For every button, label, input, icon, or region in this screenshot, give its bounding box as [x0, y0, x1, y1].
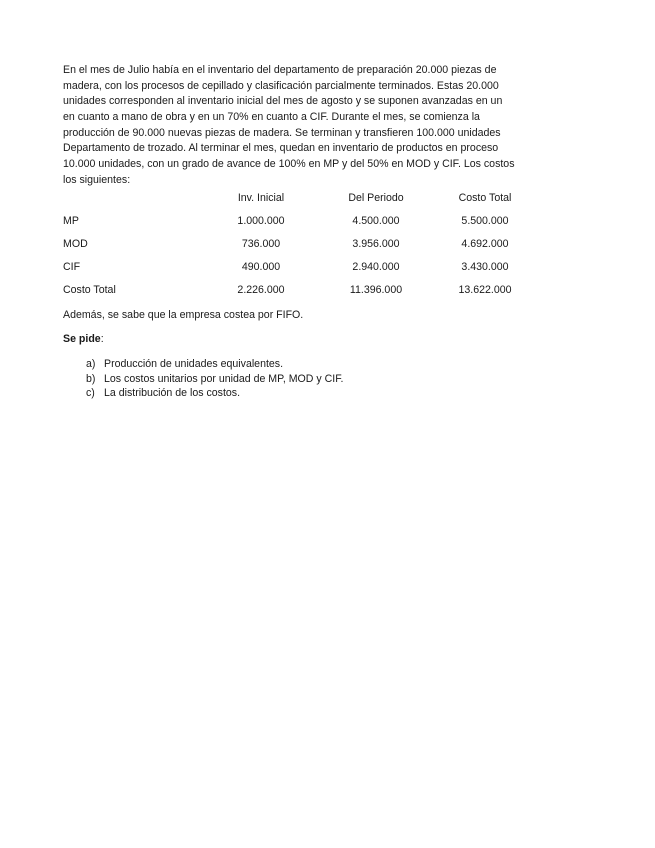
intro-line: En el mes de Julio había en el inventario del departamento de preparación 20.000 piezas de [63, 64, 497, 76]
table-cell: 736.000 [241, 238, 281, 250]
intro-line: madera, con los procesos de cepillado y clasificación parcialmente terminados. Estas 20.000 [63, 79, 499, 92]
intro-line: en cuanto a mano de obra y en un 70% en cuanto a CIF. Durante el mes, se comienza la [63, 111, 480, 124]
table-row [63, 238, 533, 261]
requirements-label: Se pide [63, 333, 101, 345]
list-marker: c) [86, 387, 95, 399]
table-header-cell: Costo Total [458, 192, 512, 204]
intro-line: Departamento de trozado. Al terminar el mes, quedan en inventario de productos en proceso [63, 142, 499, 155]
method-note: Además, se sabe que la empresa costea por FIFO. [63, 309, 304, 321]
table-cell: MP [63, 215, 79, 227]
intro-paragraph [63, 63, 541, 189]
table-cell: MOD [63, 238, 88, 250]
table-header-cell: Inv. Inicial [237, 192, 285, 204]
table-cell: 2.940.000 [352, 261, 400, 273]
intro-line: los siguientes: [63, 173, 131, 186]
list-marker: b) [86, 372, 96, 385]
table-cell: 13.622.000 [458, 284, 512, 296]
table-cell: 4.692.000 [461, 238, 509, 250]
table-cell: Costo Total [63, 284, 116, 296]
table-header-cell: Del Periodo [348, 192, 404, 204]
intro-line: unidades corresponden al inventario inicial del mes de agosto y se suponen avanzadas en un [63, 95, 503, 108]
table-cell: 4.500.000 [352, 215, 400, 227]
table-row [63, 215, 533, 238]
intro-line: 10.000 unidades, con un grado de avance de 100% en MP y del 50% en MOD y CIF. Los costos [63, 158, 515, 171]
table-header-row [63, 192, 533, 215]
table-cell: 1.000.000 [237, 215, 285, 227]
table-cell: 3.956.000 [352, 238, 400, 250]
list-item-text: La distribución de los costos. [104, 387, 241, 399]
table-row [63, 284, 533, 307]
cost-table [63, 192, 533, 307]
table-row [63, 261, 533, 284]
requirements-heading [63, 333, 104, 345]
intro-line: producción de 90.000 nuevas piezas de madera. Se terminan y transfieren 100.000 unidades [63, 126, 501, 139]
table-cell: 11.396.000 [349, 284, 403, 296]
list-item-text: Producción de unidades equivalentes. [104, 358, 284, 370]
requirements-colon: : [100, 333, 104, 345]
list-marker: a) [86, 358, 96, 370]
table-cell: 490.000 [241, 261, 281, 273]
table-cell: CIF [63, 261, 81, 273]
list-item-text: Los costos unitarios por unidad de MP, MOD y CIF. [104, 372, 344, 385]
table-cell: 3.430.000 [461, 261, 509, 273]
table-cell: 5.500.000 [461, 215, 509, 227]
table-cell: 2.226.000 [237, 284, 285, 296]
